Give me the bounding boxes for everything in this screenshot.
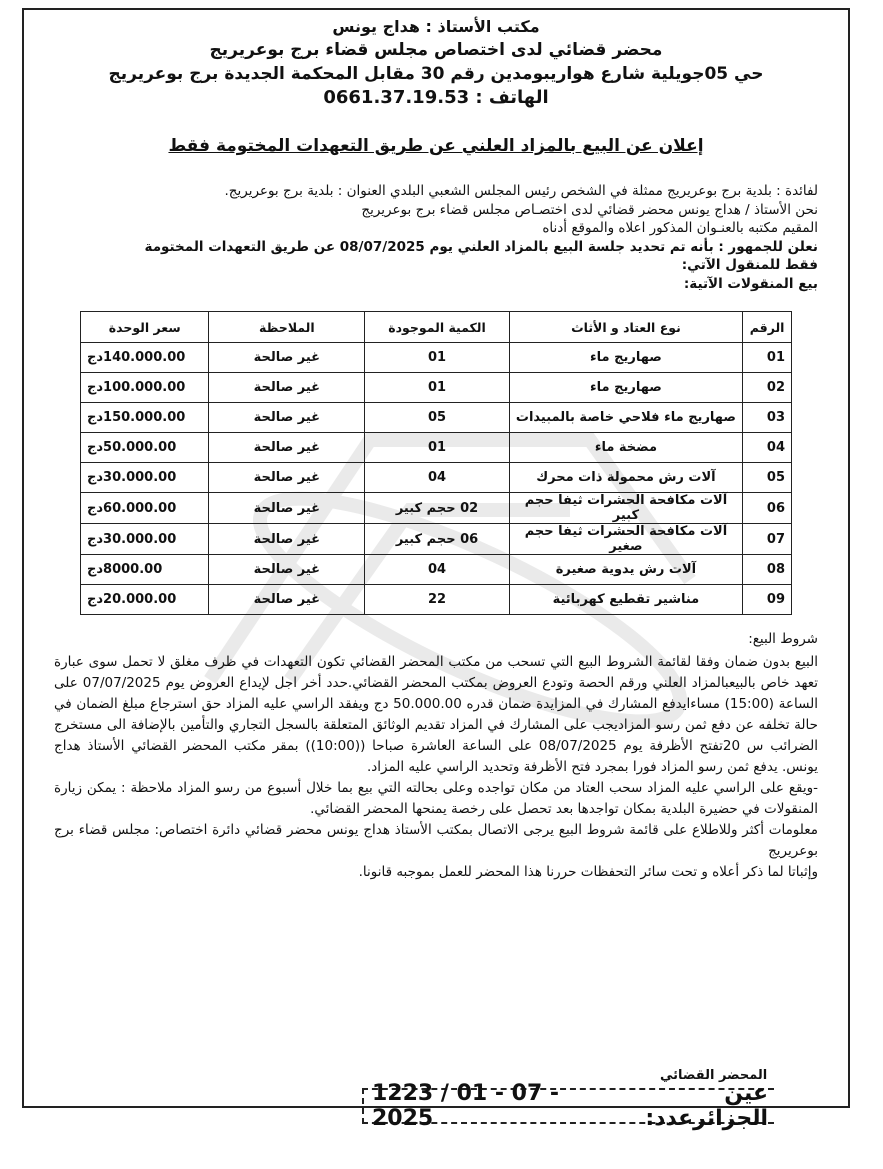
cell-item-type: مضخة ماء — [509, 433, 742, 463]
cell-remark: غير صالحة — [209, 433, 365, 463]
cell-item-type: مناشير تقطيع كهربائية — [509, 585, 742, 615]
cell-remark: غير صالحة — [209, 403, 365, 433]
table-row — [81, 585, 792, 615]
cell-number: 02 — [743, 373, 792, 403]
table-row — [81, 463, 792, 493]
cell-unit-price: 60.000.00دج — [81, 493, 209, 524]
col-item-type: نوع العتاد و الأثاث — [509, 312, 742, 343]
intro-bailiff: نحن الأستاذ / هداج يونس محضر قضائي لدى اختصـاص مجلس قضاء برج بوعريريج — [361, 201, 818, 218]
cell-item-type: آلات رش محمولة ذات محرك — [509, 463, 742, 493]
cell-item-type: صهاريج ماء فلاحي خاصة بالمبيدات — [509, 403, 742, 433]
cell-number: 05 — [743, 463, 792, 493]
cell-unit-price: 50.000.00دج — [81, 433, 209, 463]
office-role: محضر قضائي لدى اختصاص مجلس قضاء برج بوعريريج — [209, 40, 663, 60]
cell-number: 07 — [743, 524, 792, 555]
publication-stamp — [362, 1081, 774, 1131]
cell-quantity: 05 — [365, 403, 509, 433]
terms-paragraph-1: البيع بدون ضمان وفقا لقائمة الشروط البيع التي تسحب من مكتب المحضر القضائي تكون التعهدات في ظرف مغلق لا تحمل سوى عبارة تعهد خاص بالبيعبالمزاد العلني ورقم الحصة وتودع العروض بمكتب المحضر القضائي.حدد أخر اجل لإيداع العروض يوم 07/07/2025 على الساعة (15:00) مساءايدفع المشارك في المزايدة ضمان قدره 50.000.00 دج ويفقد الراسي عليه المزاد حق استرجاع مبلغ الضمان في حالة تخلفه عن دفع ثمن رسو المزاديجب على المشارك في المزاد تقديم الوثائق المتعلقة بالسجل التجاري والتأمين بالإضافة الى مستخرج الضرائب س 20تفتح الأظرفة يوم 08/07/2025 على الساعة العاشرة صباحا ((10:00)) بمقر مكتب المحضر القضائي الأستاذ هداج يونس. يدفع ثمن رسو المزاد فورا بمجرد فتح الأظرفة وتحديد الراسي عليه المزاد. — [54, 654, 818, 775]
cell-unit-price: 20.000.00دج — [81, 585, 209, 615]
terms-paragraph-2: -ويقع على الراسي عليه المزاد سحب العتاد من مكان تواجده وعلى بحالته التي بيع بما خلال أسبوع من رسو المزاد ملاحظة : يمكن زيارة المنقولات في حضيرة البلدية بمكان تواجدها بعد تحصل على رخصة يمنحها المحضر القضائي. — [54, 780, 818, 817]
table-row — [81, 343, 792, 373]
cell-remark: غير صالحة — [209, 493, 365, 524]
table-row — [81, 403, 792, 433]
table-row — [81, 555, 792, 585]
office-name: مكتب الأستاذ : هداج يونس — [332, 17, 540, 36]
cell-unit-price: 30.000.00دج — [81, 463, 209, 493]
terms-paragraph-4: وإثباتا لما ذكر أعلاه و تحت سائر التحفظات حررنا هذا المحضر للعمل بموجبه قانونا. — [358, 864, 818, 880]
table-header-row — [81, 312, 792, 343]
intro-beneficiary: لفائدة : بلدية برج بوعريريج ممثلة في الشخص رئيس المجلس الشعبي البلدي العنوان : بلدية برج بوعريريج. — [224, 183, 818, 199]
cell-number: 08 — [743, 555, 792, 585]
col-unit-price: سعر الوحدة — [81, 312, 209, 343]
notice-title: إعلان عن البيع بالمزاد العلني عن طريق التعهدات المختومة فقط — [168, 136, 704, 156]
cell-quantity: 06 حجم كبير — [365, 524, 509, 555]
cell-item-type: صهاريج ماء — [509, 343, 742, 373]
stamp-value: 1223 / 01 - 07 - 2025 — [372, 1081, 560, 1131]
cell-unit-price: 30.000.00دج — [81, 524, 209, 555]
cell-item-type: آلات مكافحة الحشرات ثيفا حجم كبير — [509, 493, 742, 524]
table-row — [81, 373, 792, 403]
cell-unit-price: 100.000.00دج — [81, 373, 209, 403]
cell-number: 09 — [743, 585, 792, 615]
stamp-label: عين الجزائرعدد: — [645, 1081, 768, 1131]
cell-number: 03 — [743, 403, 792, 433]
cell-quantity: 04 — [365, 463, 509, 493]
cell-item-type: صهاريج ماء — [509, 373, 742, 403]
cell-remark: غير صالحة — [209, 343, 365, 373]
col-number: الرقم — [743, 312, 792, 343]
col-quantity: الكمية الموجودة — [365, 312, 509, 343]
intro-items-label: بيع المنقولات الآتية: — [683, 275, 818, 292]
cell-number: 04 — [743, 433, 792, 463]
col-remark: الملاحظة — [209, 312, 365, 343]
items-table — [80, 311, 792, 615]
cell-number: 06 — [743, 493, 792, 524]
table-row — [81, 524, 792, 555]
cell-quantity: 01 — [365, 343, 509, 373]
document-page — [22, 8, 850, 1108]
terms-label: شروط البيع: — [748, 631, 818, 647]
cell-remark: غير صالحة — [209, 555, 365, 585]
terms-paragraph-3: معلومات أكثر وللاطلاع على قائمة شروط البيع يرجى الاتصال بمكتب الأستاذ هداج يونس محضر قضائي دائرة اختصاص: مجلس قضاء برج بوعريريج — [54, 822, 818, 859]
intro-block — [54, 182, 818, 293]
intro-only: فقط للمنقول الآتي: — [681, 257, 818, 273]
letterhead — [24, 16, 848, 110]
cell-number: 01 — [743, 343, 792, 373]
cell-quantity: 02 حجم كبير — [365, 493, 509, 524]
cell-item-type: آلات مكافحة الحشرات ثيفا حجم صغير — [509, 524, 742, 555]
sale-terms — [54, 629, 818, 883]
cell-remark: غير صالحة — [209, 373, 365, 403]
intro-residence: المقيم مكتبه بالعنـوان المذكور اعلاه والموقع أدناه — [542, 220, 818, 236]
intro-announcement: نعلن للجمهور : بأنه تم تحديد جلسة البيع بالمزاد العلني يوم 08/07/2025 عن طريق التعهدات المختومة — [144, 238, 818, 255]
cell-remark: غير صالحة — [209, 463, 365, 493]
cell-quantity: 22 — [365, 585, 509, 615]
cell-quantity: 01 — [365, 433, 509, 463]
cell-remark: غير صالحة — [209, 585, 365, 615]
cell-unit-price: 8000.00دج — [81, 555, 209, 585]
cell-quantity: 01 — [365, 373, 509, 403]
table-row — [81, 433, 792, 463]
cell-remark: غير صالحة — [209, 524, 365, 555]
cell-unit-price: 150.000.00دج — [81, 403, 209, 433]
cell-unit-price: 140.000.00دج — [81, 343, 209, 373]
office-phone: الهاتف : 0661.37.19.53 — [323, 87, 549, 108]
cell-item-type: آلات رش يدوية صغيرة — [509, 555, 742, 585]
table-row — [81, 493, 792, 524]
cell-quantity: 04 — [365, 555, 509, 585]
office-address: حي 05جويلية شارع هواريبومدين رقم 30 مقابل المحكمة الجديدة برج بوعريريج — [108, 64, 764, 84]
signature-label: المحضر القضائي — [660, 1068, 768, 1083]
